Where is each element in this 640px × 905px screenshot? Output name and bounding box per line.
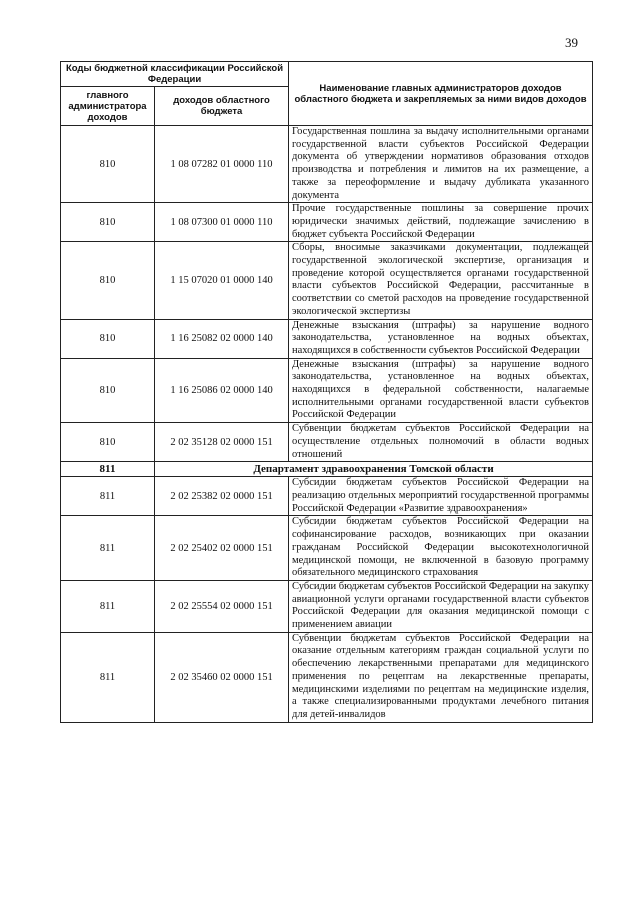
table-row (61, 242, 593, 319)
table-row (61, 580, 593, 632)
table-row (61, 319, 593, 358)
income-name-cell: Субвенции бюджетам субъектов Российской Федерации на осуществление отдельных полномочий в области водных отношений (289, 423, 593, 462)
income-code-cell: 1 16 25086 02 0000 140 (155, 358, 289, 423)
admin-code-cell: 810 (61, 203, 155, 242)
table-row (61, 477, 593, 516)
income-name-cell: Сборы, вносимые заказчиками документации, подлежащей государственной экологической экспертизе, организация и проведение которой осуществляется органами государственной власти субъектов Российской Федерации, рассчитанные в соответствии со сметой расходов на проведение государственной экологической экспертизы (289, 242, 593, 319)
income-name-cell: Денежные взыскания (штрафы) за нарушение водного законодательства, установленное на водных объектах, находящихся в собственности субъектов Российской Федерации (289, 319, 593, 358)
income-code-cell: 1 15 07020 01 0000 140 (155, 242, 289, 319)
admin-code-cell: 810 (61, 242, 155, 319)
table-row (61, 203, 593, 242)
header-name-column: Наименование главных администраторов доходов областного бюджета и закрепляемых за ними видов доходов (289, 62, 593, 126)
page-number: 39 (565, 35, 578, 50)
income-code-cell: 1 08 07282 01 0000 110 (155, 126, 289, 203)
admin-code-cell: 811 (61, 632, 155, 722)
budget-classification-table (60, 61, 593, 723)
header-admin-column: главного администратора доходов (61, 87, 155, 126)
admin-code-cell: 811 (61, 580, 155, 632)
income-name-cell: Субвенции бюджетам субъектов Российской Федерации на оказание отдельным категориям граждан социальной услуги по обеспечению лекарственными препаратами для медицинского применения по рецептам на лекарственные препараты, медицинскими изделиями по рецептам на медицинские изделия, а также специализированными продуктами лечебного питания для детей-инвалидов (289, 632, 593, 722)
income-name-cell: Субсидии бюджетам субъектов Российской Федерации на закупку авиационной услуги органами государственной власти субъектов Российской Федерации для оказания медицинской помощи с применением авиации (289, 580, 593, 632)
income-code-cell: 2 02 35460 02 0000 151 (155, 632, 289, 722)
table-row (61, 516, 593, 581)
admin-code-cell: 810 (61, 423, 155, 462)
income-code-cell: 1 16 25082 02 0000 140 (155, 319, 289, 358)
table-row (61, 358, 593, 423)
admin-code-cell: 811 (61, 477, 155, 516)
income-code-cell: 2 02 25554 02 0000 151 (155, 580, 289, 632)
income-code-cell: 1 08 07300 01 0000 110 (155, 203, 289, 242)
header-income-column: доходов областного бюджета (155, 87, 289, 126)
income-code-cell: 2 02 35128 02 0000 151 (155, 423, 289, 462)
table-row (61, 632, 593, 722)
income-name-cell: Денежные взыскания (штрафы) за нарушение водного законодательства, установленное на водных объектах, находящихся в федеральной собственности, налагаемые исполнительными органами государственной власти субъектов Российской Федерации (289, 358, 593, 423)
income-name-cell: Субсидии бюджетам субъектов Российской Федерации на реализацию отдельных мероприятий государственной программы Российской Федерации «Развитие здравоохранения» (289, 477, 593, 516)
admin-code-cell: 810 (61, 319, 155, 358)
income-code-cell: 2 02 25382 02 0000 151 (155, 477, 289, 516)
income-code-cell: 2 02 25402 02 0000 151 (155, 516, 289, 581)
income-name-cell: Государственная пошлина за выдачу исполнительными органами государственной власти субъектов Российской Федерации документа об утверждении нормативов образования отходов производства и потребления и лимитов на их размещение, а также за переоформление и выдачу дубликата указанного документа (289, 126, 593, 203)
header-codes-group: Коды бюджетной классификации Российской Федерации (61, 62, 289, 87)
department-row (61, 462, 593, 477)
table-row (61, 423, 593, 462)
income-name-cell: Прочие государственные пошлины за совершение прочих юридически значимых действий, подлежащие зачислению в бюджет субъекта Российской Федерации (289, 203, 593, 242)
department-admin-code: 811 (61, 462, 155, 477)
admin-code-cell: 810 (61, 126, 155, 203)
income-name-cell: Субсидии бюджетам субъектов Российской Федерации на софинансирование расходов, возникающих при оказании гражданам Российской Федерации высокотехнологичной медицинской помощи, не включенной в базовую программу обязательного медицинского страхования (289, 516, 593, 581)
admin-code-cell: 811 (61, 516, 155, 581)
admin-code-cell: 810 (61, 358, 155, 423)
table-row (61, 126, 593, 203)
department-name: Департамент здравоохранения Томской области (155, 462, 593, 477)
